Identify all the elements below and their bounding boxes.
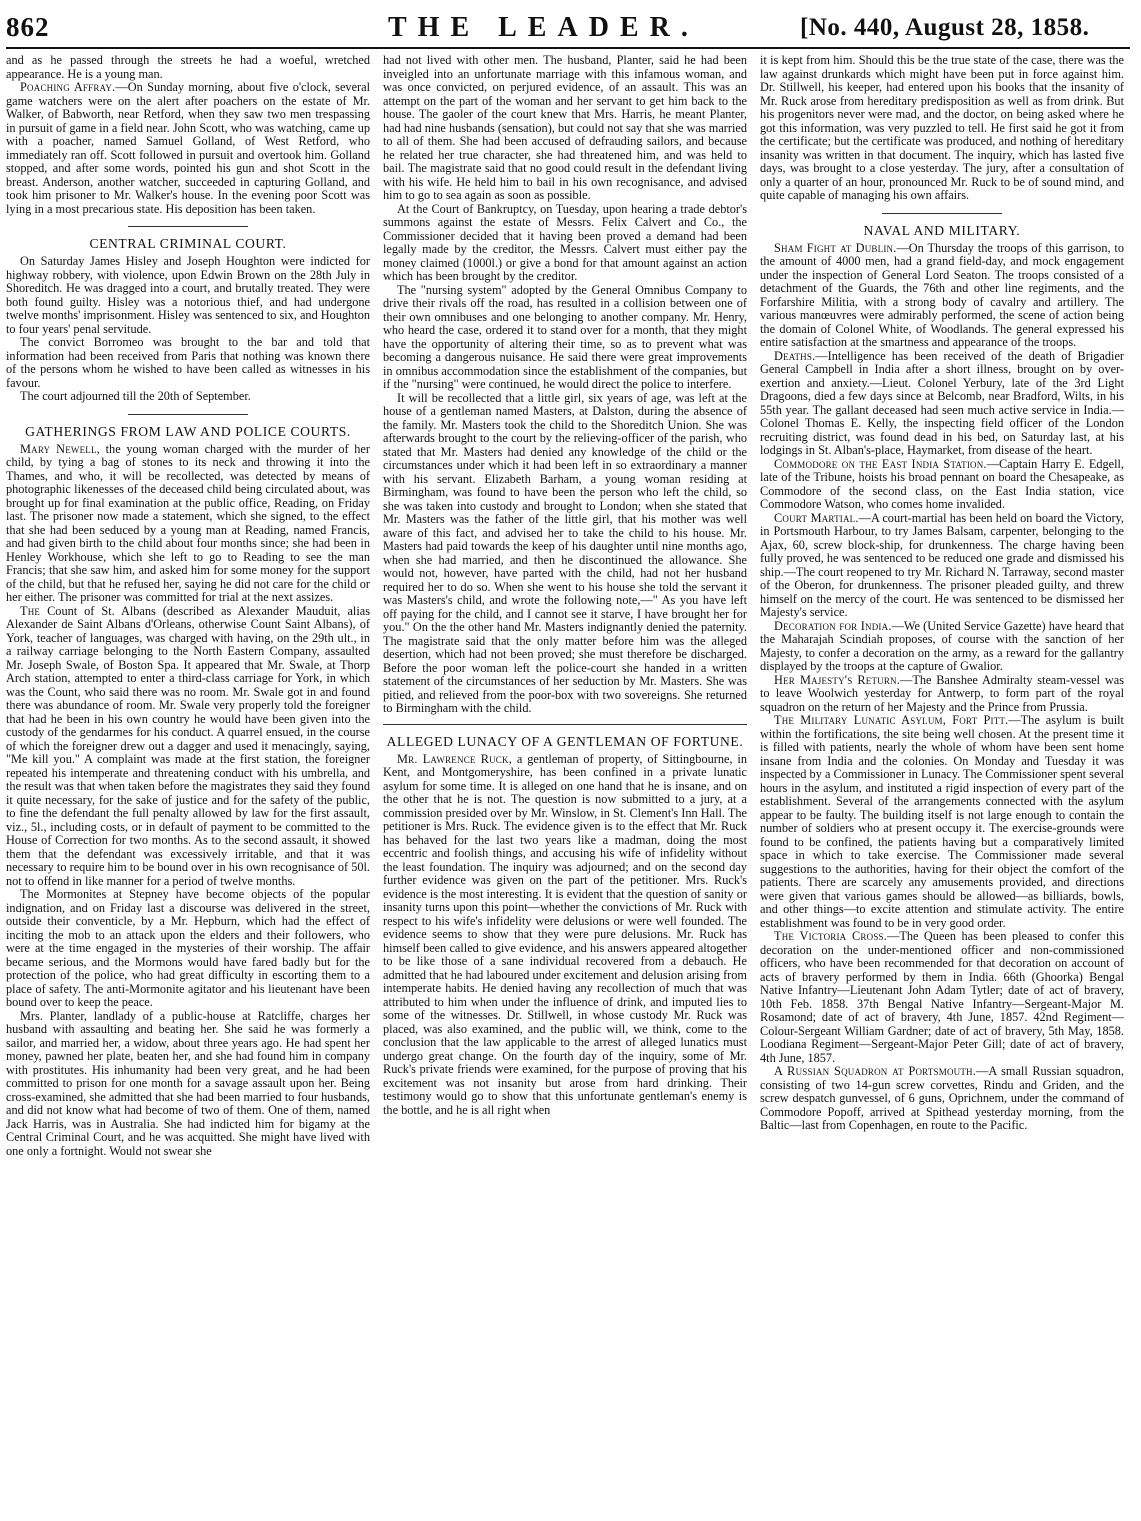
paper-title: THE LEADER. — [388, 12, 699, 43]
article-paragraph: The court adjourned till the 20th of September. — [20, 389, 251, 403]
column-1 — [6, 54, 370, 1514]
article-paragraph: and as he passed through the streets he had a woeful, wretched appearance. He is a young man. — [6, 54, 370, 81]
article-lead: Decoration for India. — [774, 618, 892, 633]
article-lead: The Victoria Cross. — [774, 929, 888, 943]
article-paragraph — [760, 458, 1124, 512]
article-paragraph: Mrs. Planter, landlady of a public-house at Ratcliffe, charges her husband with assaulting and beating her. She said he was formerly a sailor, and married her, a widow, about three years ago. He had spent her money, pawned her plate, beaten her, and she had found him in company with prostitutes. His inhumanity had been very great, and he had been committed to prison for one month for a savage assault upon her. Being cross-examined, she admitted that she had been married to four husbands, and did not know what had become of two of them. One of them, named Jack Harris, was in Australia. She had indicted him for bigamy at the Central Criminal Court, and he was acquitted. She might have lived with one only a fortnight. Would not swear she — [6, 1008, 370, 1158]
column-3 — [760, 54, 1124, 1514]
article-paragraph — [760, 714, 1124, 930]
article-paragraph: It will be recollected that a little girl, six years of age, was left at the house of a gentleman named Masters, at Dalston, during the absence of the family. Mr. Masters took the child to the Shoreditch Union. She was afterwards brought to the court by the relieving-officer of the parish, who stated that Mr. Masters had denied any knowledge of the child or the circumstances under which it had been left in so extraordinary a manner with his servant. Elizabeth Barham, a young woman residing at Birmingham, was found to have been the person who left the child, so she was taken into custody and brought to London; when she stated that Mr. Masters was the father of the little girl, that his mother was well aware of this fact, and advised her to take the child to his house. Mr. Masters had paid towards the keep of his daughter until nine months ago, when she had married, and then he discontinued the allowance. She would not, however, have parted with the child, had not her husband required her to do so. When she went to his house she told the servant it was Masters's child, and wrote the following note,—" As you have left off paying for the child, and I cannot see it starve, I have brought her for you." On the the other hand Mr. Masters indignantly denied the paternity. The magistrate said that the only matter before him was the alleged desertion, which had not been proved; she must therefore be discharged. Before the poor woman left the police-court she handed in a written statement of the circumstances of her seduction by Mr. Masters. She was pitied, and relieved from the poor-box with two sovereigns. She returned to Birmingham with the child. — [383, 390, 747, 715]
article-paragraph — [760, 620, 1124, 674]
section-divider — [128, 226, 248, 227]
article-lead: Deaths. — [774, 348, 816, 363]
section-divider — [383, 724, 747, 725]
article-paragraph: it is kept from him. Should this be the true state of the case, there was the law against drunkards which might have been put in force against him. Dr. Stillwell, his keeper, had entered upon his books that the insanity of Mr. Ruck arose from hereditary predisposition as well as from drink. But his progenitors never were mad, and the doctor, on being asked where he got this information, was very puzzled to tell. He first said he got it from the certificate; but the certificate was produced, and nothing of hereditary insanity was written in that document. The inquiry, which has lasted five days, was brought to a close yesterday. The jury, after a consultation of only a quarter of an hour, pronounced Mr. Ruck to be of sound mind, and quite capable of managing his own affairs. — [760, 54, 1124, 202]
article-text: Count of St. Albans (described as Alexander Mauduit, alias Alexander de Saint Albans d'Orleans, otherwise Count Saint Albans), of York, teacher of languages, was charged with having, on the 29th ult., in a railway carriage belonging to the North Eastern Company, assaulted Mr. Joseph Swale, of Boston Spa. It appeared that Mr. Swale, at Thorp Arch station, attempted to enter a third-class carriage for York, in which was the Count, who said there was no room. Mr. Swale got in and found there was abundance of room. Mr. Swale very properly told the foreigner that had he been in his own country he would have been given into the custody of the gendarmes for his conduct. A quarrel ensued, in the course of which the foreigner drew out a dagger and used it menacingly, saying, "Me kill you." A complaint was made at the first station, the foreigner repeated his intemperate and threatening conduct with his umbrella, and the result was that when taken before the magistrates they said they found it quite necessary, for the sake of justice and for the safety of the public, to fine the defendant the full penalty allowed by law for the first assault, viz., 5l., including costs, or in default of payment to be committed to the House of Correction for two months. As to the second assault, it showed them that the defendant was excessively irritable, and that it was necessary to require him to be bound over in his own recognisance of 50l. not to offend in like manner for a period of twelve months. — [6, 603, 370, 888]
article-text: —The asylum is built within the fortifications, the site being well chosen. At the present time it is filled with patients, nearly the whole of whom have been sent home insane from India and the colonies. On Monday and Tuesday it was inspected by a Commissioner in Lunacy. The Commissioner spent several hours in the asylum, and instituted a rigid inspection of every part of the establishment. Several of the arrangements connected with the asylum appear to be faulty. The building itself is not large enough to contain the number of soldiers who at present occupy it. The exercise-grounds were found to be confined, the patients having but a comparatively limited space in which to take exercise. The Commissioner made several suggestions to the authorities, having for their object the comfort of the patients. There are scarcely any amusements provided, and directions were given that various games should be allowed—as billiards, bowls, and other things—to excite attention and stimulate activity. The entire establishment was found to be in very good order. — [760, 713, 1124, 930]
article-paragraph: The Mormonites at Stepney have become objects of the popular indignation, and on Friday last a discourse was delivered in the street, outside their conventicle, by a Mr. Hepburn, which had the effect of inciting the mob to an attack upon the elders and their followers, who were at the time engaged in the mysteries of their worship. The affair became serious, and the Mormons would have fared badly but for the protection of the police, who had great difficulty in escorting them to a place of safety. The anti-Mormonite agitator and his lieutenant have been bound over to keep the peace. — [6, 887, 370, 1009]
masthead — [0, 0, 1141, 44]
article-paragraph — [760, 1065, 1124, 1133]
article-text: —Captain Harry E. Edgell, late of the Tribune, hoists his broad pennant on board the Chesapeake, as Commodore of the second class, on the East India station, vice Commodore Watson, who comes home invalided. — [760, 456, 1124, 511]
article-text: —On Sunday morning, about five o'clock, several game watchers were on the alert after poachers on the estate of Mr. Walker, of Babworth, near Retford, when they saw two men trespassing in pursuit of game in a field near. John Scott, who was watching, came up with a poacher, named Samuel Golland, of West Retford, who immediately ran off. Scott followed in pursuit and overtook him. Golland stopped, and after some words, pointed his gun and shot Scott in the breast. Anderson, another watcher, succeeded in capturing Golland, and took him prisoner to Mr. Walker's house. In the evening poor Scott was lying in a most precarious state. His deposition has been taken. — [6, 80, 370, 216]
section-heading: ALLEGED LUNACY OF A GENTLEMAN OF FORTUNE. — [386, 733, 744, 749]
article-paragraph — [760, 512, 1124, 620]
article-paragraph: The "nursing system" adopted by the General Omnibus Company to drive their rivals off the road, has resulted in a collision between one of their own omnibuses and one belonging to another company. Mr. Henry, who heard the case, ordered it to stand over for a month, that they might have the opportunity of altering their time, so as to prevent what was becoming a dangerous nuisance. He said there were great improvements in omnibus accommodation since the establishment of the companies, but if the "nursing" were continued, he would direct the police to interfere. — [383, 282, 747, 391]
section-heading: NAVAL AND MILITARY. — [863, 222, 1021, 238]
article-paragraph: At the Court of Bankruptcy, on Tuesday, upon hearing a trade debtor's summons against the estate of Messrs. Felix Calvert and Co., the Commissioner decided that it having been proved a demand had been legally made by the creditor, the Messrs. Calvert must either pay the money claimed (1000l.) or give a bond for that amount against an action which has been brought by the creditor. — [383, 201, 747, 283]
article-lead: Commodore on the East India Station. — [774, 456, 987, 471]
article-lead: The Military Lunatic Asylum, Fort Pitt. — [774, 713, 1009, 727]
section-heading: GATHERINGS FROM LAW AND POLICE COURTS. — [25, 423, 351, 439]
article-paragraph — [6, 443, 370, 605]
article-lead: Mary Newell, — [20, 441, 100, 456]
article-paragraph — [6, 605, 370, 889]
article-text: —The Queen has been pleased to confer this decoration on the under-mentioned officer and non-commissioned officers, who have been recommended for that decoration on account of acts of bravery performed by them in India. 66th (Ghoorka) Bengal Native Infantry—Lieutenant John Adam Tytler; date of act of bravery, 10th Feb. 1858. 37th Bengal Native Infantry—Sergeant-Major M. Rosamond; date of act of bravery, 4th June, 1857. 42nd Regiment—Colour-Sergeant William Gardner; date of act of bravery, 5th May, 1858. Loodiana Regiment—Sergeant-Major Peter Gill; date of act of bravery, 4th June, 1857. — [760, 929, 1124, 1065]
article-text: —The Banshee Admiralty steam-vessel was to leave Woolwich yesterday for Antwerp, to form part of the royal squadron on the return of her Majesty and the Prince from Prussia. — [760, 672, 1124, 714]
article-paragraph: had not lived with other men. The husband, Planter, said he had been inveigled into an unfortunate marriage with this infamous woman, and was once convicted, on perjured evidence, of an assault. This was an attempt on the part of the woman and her servant to get him back to the house. The gaoler of the court knew that Mrs. Harris, he meant Planter, had had nine husbands (sensation), but could not say that she was married to all of them. She had been accused of defrauding sailors, and because he related her true character, she had threatened him, and was held to bail. The magistrate said that no good could result in the defendant living with his wife. He held him to bail in his own recognisance, and advised him to go to sea again as soon as possible. — [383, 54, 747, 202]
article-lead: The — [20, 603, 41, 618]
article-paragraph — [760, 930, 1124, 1065]
article-text: —We (United Service Gazette) have heard that the Maharajah Scindiah proposes, of course with the sanction of her Majesty, to confer a decoration on the army, as a reward for the gallantry displayed by the troops at the capture of Gwalior. — [760, 618, 1124, 673]
article-lead: Her Majesty's Return. — [774, 672, 901, 687]
article-lead: Poaching Affray. — [20, 80, 116, 94]
article-text: —Intelligence has been received of the death of Brigadier General Campbell in India after a short illness, brought on by over-exertion and anxiety.—Lieut. Colonel Yerbury, late of the 3rd Light Dragoons, died a few days since at Belcomb, near Bradford, Wilts, in his 55th year. The gallant deceased had seen much active service in India.—Colonel Thomas E. Kelly, the inspecting field officer of the London recruiting district, was found dead in his bed, on Saturday last, at his lodgings in St. Alban's-place, Haymarket, from disease of the heart. — [760, 348, 1124, 457]
page-number: 862 — [6, 12, 50, 42]
article-paragraph — [760, 242, 1124, 350]
article-text: a gentleman of property, of Sittingbourne, in Kent, and Montgomeryshire, has been confined in a private lunatic asylum for some time. It is alleged on one hand that he is insane, and on the other that he is not. The question is now submitted to a jury, at a commission presided over by Mr. Winslow, in St. Clement's Inn Hall. The petitioner is Mrs. Ruck. The evidence given is to the effect that Mr. Ruck has behaved for the last two years like a madman, doing the most eccentric and foolish things, and accusing his wife of infidelity without the least foundation. The inquiry was adjourned; and on the second day further evidence was given on the part of the petitioner. Mrs. Ruck's evidence is the most interesting. It is evident that the question of sanity or insanity turns upon this point—whether the convictions of Mr. Ruck with respect to his wife's infidelity were delusions or were well founded. The evidence seems to show that they were pure delusions. Mr. Ruck has himself been called to give evidence, and his answers appeared altogether to be like those of a sane individual recovered from a debauch. He admitted that he had laboured under excitement and delusion arising from intemperate habits. He denied having any recollection of much that was attributed to him when under the influence of drink, and imputed lies to some of the witnesses. Dr. Stillwell, in whose custody Mr. Ruck was placed, was also examined, and the public will, we think, come to the conclusion that the law applicable to the arrest of alleged lunatics must undergo great change. On the fourth day of the inquiry, some of Mr. Ruck's private friends were examined, for the purpose of proving that his excitement was not insanity but arose from hard drinking. Their testimony would go to show that this unfortunate gentleman's enemy is the bottle, and he is all right when — [383, 751, 747, 1117]
section-divider — [882, 213, 1002, 214]
article-paragraph — [383, 753, 747, 1118]
issue-info: [No. 440, August 28, 1858. — [800, 14, 1090, 41]
article-lead: Mr. Lawrence Ruck, — [397, 751, 512, 766]
article-paragraph — [6, 81, 370, 216]
column-2 — [383, 54, 747, 1514]
section-heading: CENTRAL CRIMINAL COURT. — [89, 236, 287, 251]
article-paragraph — [760, 350, 1124, 458]
masthead-rule — [6, 47, 1130, 49]
section-divider — [128, 414, 248, 415]
article-paragraph: On Saturday James Hisley and Joseph Houghton were indicted for highway robbery, with violence, upon Edwin Brown on the 28th July in Shoreditch. He was dragged into a court, and brutally treated. They were both found guilty. Hisley was a notorious thief, and had undergone twelve months' imprisonment. Hisley was sentenced to six, and Houghton to four years' penal servitude. — [6, 254, 370, 336]
article-text: —A court-martial has been held on board the Victory, in Portsmouth Harbour, to try James Balsam, carpenter, belonging to the Ajax, 60, screw block-ship, for drunkenness. The charge having been fully proved, he was sentenced to be reduced one grade and dismissed his ship.—The court reopened to try Mr. Richard N. Tarraway, second master of the Oberon, for drunkenness. The prisoner pleaded guilty, and threw himself on the mercy of the court. He was sentenced to be dismissed her Majesty's service. — [760, 510, 1124, 619]
article-text: the young woman charged with the murder of her child, by tying a bag of stones to its neck and throwing it into the Thames, and who, it will be recollected, was detected by means of photographic likenesses of the deceased child being circulated about, was brought up for final examination at the public office, Reading, on Friday last. The prisoner now made a statement, which she signed, to the effect that she had been seduced by a young man at Reading, named Francis, and had given birth to the child about four months since; she had been in Henley Workhouse, which she left to go to Reading to see the man Francis; that she saw him, and asked him for some money for the support of the child, but that he refused her, saying he did not care for the child or her either. The prisoner was committed for trial at the next assizes. — [6, 441, 370, 604]
article-lead: Court Martial. — [774, 510, 859, 525]
article-paragraph: The convict Borromeo was brought to the bar and told that information had been received from Paris that nothing was known there of the persons whom he wished to have been called as witnesses in his favour. — [6, 335, 370, 390]
article-lead: Sham Fight at Dublin. — [774, 240, 897, 255]
article-paragraph — [760, 674, 1124, 715]
article-text: —A small Russian squadron, consisting of two 14-gun screw corvettes, Rindu and Griden, and the screw despatch gunvessel, of 6 guns, Oprichnem, under the command of Commodore Popoff, arrived at Spithead yesterday morning, from the Baltic—last from Copenhagen, en route to the Pacific. — [760, 1064, 1124, 1132]
article-text: —On Thursday the troops of this garrison, to the amount of 4000 men, had a grand field-day, and mock engagement under the inspection of General Lord Seaton. The troops consisted of a detachment of the Guards, the 76th and other line regiments, and the Forfarshire Militia, with a strong body of cavalry and artillery. The various manœuvres were admirably performed, the scene of action being the domain of Colonel White, of Woodlands. The general expressed his entire satisfaction at the smartness and appearance of the troops. — [760, 240, 1124, 349]
article-lead: A Russian Squadron at Portsmouth. — [774, 1064, 977, 1078]
